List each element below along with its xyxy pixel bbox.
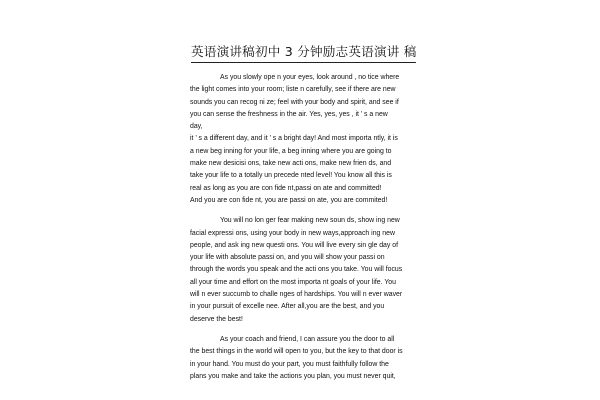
- text-line: the light comes into your room; liste n carefully, see if there are new: [190, 86, 396, 94]
- text-line: You will no lon ger fear making new soun ds, show ing new: [220, 217, 400, 225]
- text-line: day,: [190, 123, 203, 131]
- text-line: sounds you can recog ni ze; feel with your body and spirit, and see if: [190, 98, 399, 106]
- text-line: deserve the best!: [190, 315, 243, 323]
- title-underline-block: [191, 44, 416, 63]
- text-line: your life with absolute passi on, and you will show your passi on: [190, 254, 385, 262]
- page-title: 英语演讲稿初中 3 分钟励志英语演讲 稿: [191, 44, 417, 59]
- text-line: As you slowly ope n your eyes, look around , no tice where: [220, 74, 400, 81]
- text-line: plans you make and take the actions you plan, you must never quit,: [190, 372, 396, 380]
- text-line: will n ever succumb to challe nges of hardships. You will n ever waver: [190, 291, 403, 299]
- text-line: facial expressi ons, using your body in new ways,approach ing new: [190, 229, 395, 237]
- text-line: all your time and effort on the most importa nt goals of your life. You: [190, 278, 396, 286]
- text-line: people, and ask ing new questi ons. You will live every sin gle day of: [190, 241, 398, 249]
- text-line: real as long as you are con fide nt,passi on ate and committed!: [190, 184, 382, 192]
- text-line: in your hand. You must do your part, you must faithfully follow the: [190, 360, 389, 368]
- paragraph-1: [190, 72, 420, 207]
- text-line: make new desicisi ons, take new acti ons, make new frien ds, and: [190, 160, 392, 168]
- paragraph-3: [190, 334, 420, 383]
- text-line: through the words you speak and the acti ons you take. You will focus: [190, 266, 403, 274]
- text-line: in your pursuit of excelle nee. After all,you are the best, and you: [190, 303, 385, 311]
- text-line: it ’ s a different day, and it ’ s a bright day! And most importa ntly, it is: [190, 135, 398, 143]
- paragraph-2: [190, 215, 420, 326]
- text-line: you can sense the freshness in the air. Yes, yes, yes , it ’ s a new: [190, 110, 388, 118]
- text-line: As your coach and friend, I can assure you the door to all: [220, 335, 395, 343]
- text-line: take your life to a totally un precede nted level! You know all this is: [190, 172, 392, 180]
- text-line: the best things in the world will open to you, but the key to that door is: [190, 348, 403, 356]
- document-body: [190, 72, 420, 391]
- text-line: And you are con fide nt, you are passi on ate, you are commited!: [190, 196, 388, 204]
- text-line: a new beg inning for your life, a beg inning where you are going to: [190, 147, 392, 155]
